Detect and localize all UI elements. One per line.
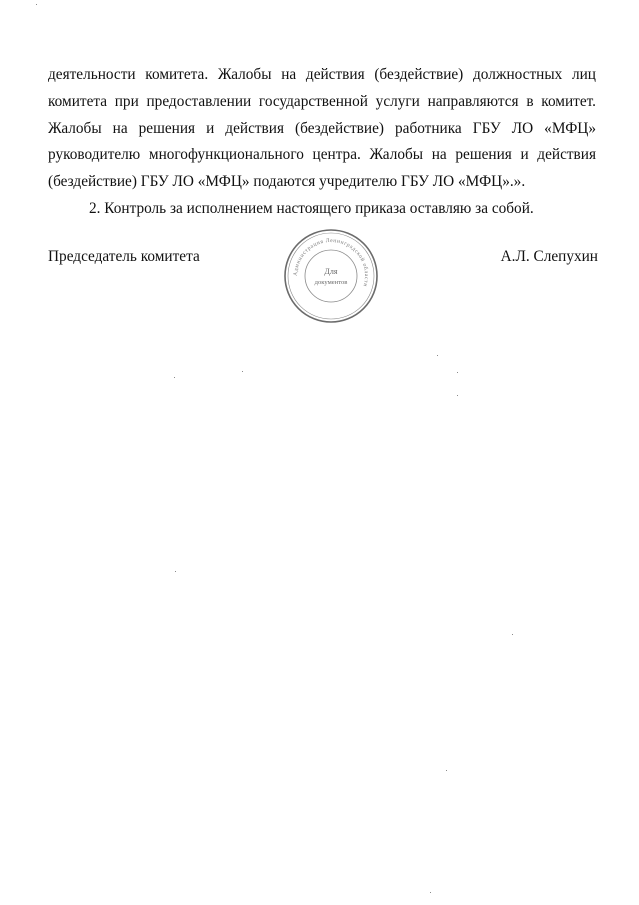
document-body [48,62,596,223]
paragraph-line: (бездействие) ГБУ ЛО «МФЦ» подаются учредителю ГБУ ЛО «МФЦ».». [48,173,526,191]
paragraph-line: Жалобы на решения и действия (бездействие) работника ГБУ ЛО «МФЦ» [48,119,596,137]
scan-speck [512,634,513,635]
signatory-name: А.Л. Слепухин [500,248,598,265]
scan-speck [446,770,447,771]
scan-speck [174,377,175,378]
scan-speck [175,571,176,572]
seal-center-text-1: Для [324,267,338,276]
paragraph-line: руководителю многофункционального центра. Жалобы на решения и действия [48,146,596,164]
item-2-text: 2. Контроль за исполнением настоящего приказа оставляю за собой. [89,199,534,217]
scan-speck [437,355,438,356]
scan-speck [242,371,243,372]
scan-speck [36,4,37,5]
official-seal [283,228,379,324]
scan-speck [457,372,458,373]
seal-center-ring [305,250,357,302]
signatory-title: Председатель комитета [48,248,200,265]
paragraph-line: деятельности комитета. Жалобы на действия (бездействие) должностных лиц [48,66,596,83]
seal-ring-text: Администрация Ленинградской области [292,237,370,288]
seal-center-text-2: документов [314,279,348,286]
scan-speck [430,892,431,893]
scan-speck [457,395,458,396]
paragraph-line: комитета при предоставлении государственной услуги направляются в комитет. [48,92,596,110]
seal-inner-ring [288,233,374,319]
